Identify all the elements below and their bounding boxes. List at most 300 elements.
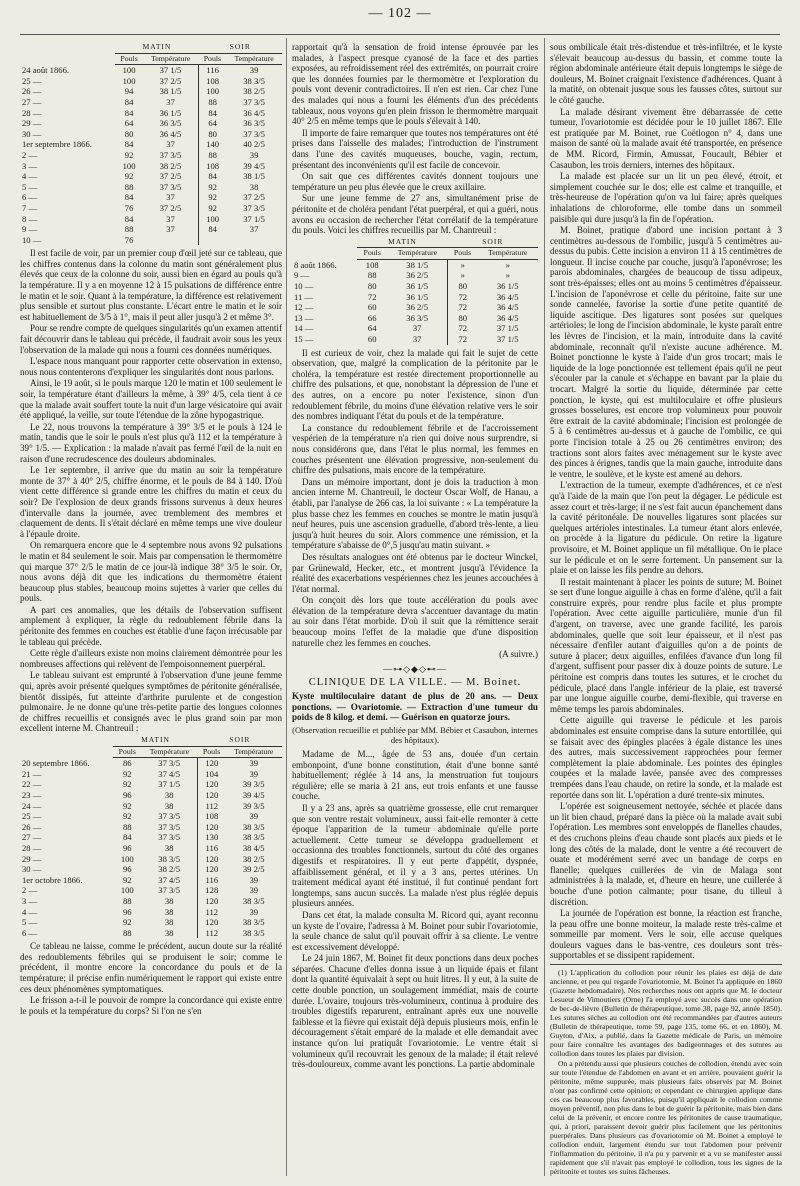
temperature-matin: 37 1/5 <box>158 779 181 790</box>
row-date: 7 — <box>22 202 38 213</box>
table-row <box>20 864 282 875</box>
table-header-soir: SOIR <box>198 735 282 746</box>
row-date: 14 — <box>294 323 314 334</box>
temperature-matin: 36 1/5 <box>406 291 428 302</box>
table-header-soir: SOIR <box>448 237 538 248</box>
pouls-soir: 112 <box>198 801 226 812</box>
pouls-soir <box>199 235 227 246</box>
temperature-soir: 38 3/5 <box>243 75 265 86</box>
temperature-soir: 39 <box>249 906 259 917</box>
pouls-matin: 84 <box>124 139 134 150</box>
table-row <box>20 182 282 193</box>
table-row <box>20 171 282 182</box>
pouls-matin: 64 <box>124 118 134 129</box>
table-row <box>20 896 282 907</box>
pouls-soir: 80 <box>448 281 478 292</box>
paragraph: L'espace nous manquant pour rapporter cette observation in extenso, nous nous contenterons d'expliquer les singularités dont nous parlons. <box>20 356 282 377</box>
temperature-matin: 36 2/5 <box>406 270 428 281</box>
temperature-matin: 36 1/5 <box>159 107 182 118</box>
paragraph: Il est facile de voir, par un premier coup d'œil jeté sur ce tableau, que les chiffres contenus dans la colonne du matin sont généralement plus élevés que ceux de la colonne du soir, aussi bien en égard au pouls qu'à la température. Il y a en moyenne 12 à 15 pulsations de différence entre le matin et le soir. Quant à la température, la différence est relativement plus sensible et surtout plus constante. L'écart entre le matin et le soir est habituellement de 3/5 à 1°, mais il peut aller jusqu'à 2 et même 3°. <box>20 248 282 322</box>
pouls-matin: 92 <box>122 811 132 822</box>
temperature-soir: 37 3/5 <box>243 202 265 213</box>
pouls-matin: 88 <box>122 821 132 832</box>
pouls-soir: 80 <box>448 313 478 324</box>
temperature-soir: 38 4/5 <box>242 842 265 853</box>
pouls-soir: 130 <box>198 832 226 843</box>
temperature-matin: 37 2/5 <box>159 75 182 86</box>
paragraph: Dans un mémoire important, dont je dois la traduction à mon ancien interne M. Chantreuil, le docteur Oscar Wolf, de Hanau, a établi, par l'analyse de 266 cas, la loi suivante : « La température la plus basse chez les femmes en couches se montre le matin jusqu'à neuf heures, puis une ascension graduelle, d'abord très-lente, a lieu jusqu'à huit heures du soir. Alors commence une rémission, et la température s'abaisse de 0°,5 jusqu'au matin suivant. » <box>292 476 538 551</box>
pouls-matin: 88 <box>367 270 377 281</box>
pouls-matin: 96 <box>122 842 132 853</box>
paragraph: Le frisson a-t-il le pouvoir de rompre la concordance qui existe entre le pouls et la température du corps? Si l'on ne s'en <box>20 995 282 1016</box>
pouls-matin: 92 <box>124 171 134 182</box>
pouls-matin: 92 <box>122 800 132 811</box>
paragraph: Le 22, nous trouvons la température à 39° 3/5 et le pouls à 124 le matin, tandis que le soir le pouls n'est plus qu'à 112 et la température à 39° 1/5. — Explication : la malade n'avait pas fermé l'œil de la nuit en raison d'une recrudescence des douleurs abdominales. <box>20 421 282 464</box>
table-row <box>20 822 282 833</box>
temperature-matin: 37 3/5 <box>158 811 181 822</box>
pouls-matin: 60 <box>367 302 377 313</box>
temperature-matin: 37 <box>166 96 175 107</box>
table-row <box>20 118 282 129</box>
col-pouls: Pouls <box>448 248 478 260</box>
case-title: Kyste multiloculaire datant de plus de 20 ans. — Deux ponctions. — Ovariotomie. — Extraction d'une tumeur du poids de 8 kilog. et demi. — Guérison en quatorze jours. <box>292 691 538 723</box>
row-date: 10 — <box>294 281 314 292</box>
table-row <box>20 875 282 886</box>
pouls-matin: 80 <box>367 281 377 292</box>
pouls-matin: 92 <box>122 768 132 779</box>
temperature-matin: 38 1/5 <box>406 259 428 270</box>
row-date: 28 — <box>22 107 42 118</box>
row-date: 25 — <box>22 75 42 86</box>
pouls-matin: 108 <box>365 259 379 270</box>
pouls-soir: 120 <box>198 854 226 865</box>
col-pouls: Pouls <box>113 746 141 758</box>
pouls-soir: 120 <box>198 917 226 928</box>
temperature-matin: 37 3/5 <box>158 832 181 843</box>
pouls-matin: 88 <box>124 181 134 192</box>
row-date: 26 — <box>22 86 42 97</box>
temperature-matin: 38 2/5 <box>159 160 182 171</box>
table-row <box>20 203 282 214</box>
table-row <box>20 885 282 896</box>
table-row <box>20 790 282 801</box>
temperature-matin: 37 <box>166 213 175 224</box>
table-row <box>20 65 282 76</box>
temperature-soir: 37 1/5 <box>243 213 265 224</box>
temperature-soir <box>226 235 282 246</box>
row-date: 22 — <box>22 779 42 790</box>
paragraph: Sur une jeune femme de 27 ans, simultanément prise de péritonite et de choléra pendant l'état puerpéral, et qui a guéri, nous avons eu occasion de rechercher l'état corrélatif de la température du pouls. Voici les chiffres recueillis par M. Chantreuil : <box>292 193 538 236</box>
pouls-matin: 100 <box>122 160 136 171</box>
pouls-soir: 112 <box>198 928 226 939</box>
footnotes <box>550 964 782 1176</box>
pouls-soir: 84 <box>199 171 227 182</box>
table-row <box>20 86 282 97</box>
temperature-matin: 37 <box>166 139 175 150</box>
paragraph: La constance du redoublement fébrile et de l'accroissement vespérien de la température n'a rien qui doive nous surprendre, si nous considérons que, dans l'état le plus normal, les femmes en couches présentent une élévation progressive, non-seulement du chiffre des pulsations, mais encore de la température. <box>292 422 538 476</box>
pouls-matin: 64 <box>367 323 377 334</box>
table-row <box>20 139 282 150</box>
col-temperature: Température <box>226 746 283 758</box>
pouls-soir: 64 <box>199 118 227 129</box>
pouls-soir: 108 <box>199 161 227 172</box>
row-date: 3 — <box>22 895 38 906</box>
row-date: 6 — <box>22 927 38 938</box>
col-temperature: Température <box>387 248 448 260</box>
column-divider-left <box>286 38 287 1176</box>
paragraph: Des résultats analogues ont été obtenus par le docteur Winckel, par Grünewald, Hecker, etc., et montrent jusqu'à l'évidence la réalité des exacerbations vespériennes chez les jeunes accouchées à l'état normal. <box>292 551 538 594</box>
temperature-matin: 38 <box>164 917 174 928</box>
row-date: 6 — <box>22 192 38 203</box>
temperature-soir: 37 1/5 <box>496 334 519 345</box>
paragraph: Le tableau suivant est emprunté à l'observation d'une jeune femme qui, après avoir présenté quelques symptômes de péritonite généralisée, bientôt dissipés, fut atteinte d'arthrite purulente et de congestion pulmonaire. Je ne donne qu'une très-petite partie des longues colonnes de chiffres recueillis et consignés avec le plus grand soin par mon excellent interne M. Chantreuil : <box>20 670 282 734</box>
temperature-matin: 37 <box>412 334 422 345</box>
table-row <box>20 108 282 119</box>
row-date: 26 — <box>22 821 42 832</box>
col-pouls: Pouls <box>115 53 143 65</box>
table-row <box>292 292 538 303</box>
temperature-soir: 36 4/5 <box>243 107 265 118</box>
row-date: 28 — <box>22 842 42 853</box>
temperature-matin: 36 4/5 <box>159 128 182 139</box>
pouls-soir: 116 <box>198 875 226 886</box>
header-rule <box>20 34 780 35</box>
row-date: 29 — <box>22 118 42 129</box>
paragraph: L'extraction de la tumeur, exempte d'adhérences, et ce n'est qu'à l'aide de la main que l'on peut la dégager. Le pédicule est assez court et très-large; il ne s'est fait aucun épanchement dans la cavité péritonéale. De nouvelles ligatures sont placées sur quelques artérioles intestinales. La tumeur étant alors enlevée, on procède à la ligature du pédicule. On retire la ligature provisoire, et M. Boinet applique un fil métallique. On le place sur le pédicule et on le serre fortement. Un pansement sur la plaie et on laisse les fils pendre au dehors. <box>550 480 782 576</box>
table-row <box>20 150 282 161</box>
paragraph: Dans cet état, la malade consulta M. Ricord qui, ayant reconnu un kyste de l'ovaire, l'adressa à M. Boinet pour subir l'ovariotomie, la seule chance de salut qu'il pouvait offrir à sa cliente. Le ventre est excessivement développé. <box>292 909 538 952</box>
pouls-matin: 84 <box>124 96 134 107</box>
pouls-soir: 120 <box>198 758 226 769</box>
pouls-soir: 100 <box>199 86 227 97</box>
case-note: (Observation recueillie et publiée par MM. Bébier et Casaubon, internes des hôpitaux). <box>292 724 538 746</box>
pouls-matin: 86 <box>122 758 132 769</box>
pouls-soir: 108 <box>198 811 226 822</box>
row-date: 27 — <box>22 96 42 107</box>
temperature-soir: 36 1/5 <box>496 281 519 292</box>
table-row <box>20 917 282 928</box>
paragraph: Il restait maintenant à placer les points de suture; M. Boinet se sert d'une longue aiguille à chas en forme d'alène, qu'il a fait construire exprès, pour rendre plus facile et plus prompte l'opération. Avec cette aiguille particulière, munie d'un fil d'argent, on traverse, avec une grande facilité, les parois abdominales, quelle que soit leur épaisseur, et il n'est pas nécessaire d'enfiler autant d'aiguilles qu'on a de points de suture à placer; deux aiguilles, enfilées d'avance d'un long fil d'argent, suffisent pour passer dix à douze points de suture. Le péritoine est compris dans toutes les sutures, et le crochet du pédicule, placé dans l'angle inférieur de la plaie, est traversé par une longue aiguille courbe, demi-flexible, qui traverse en même temps les parois abdominales. <box>550 576 782 714</box>
pouls-matin: 84 <box>124 213 134 224</box>
pouls-soir: 84 <box>199 224 227 235</box>
row-date: 24 — <box>22 800 42 811</box>
temperature-matin: 36 3/5 <box>159 118 182 129</box>
table-row <box>20 192 282 203</box>
paragraph: L'opérée est soigneusement nettoyée, séchée et placée dans un lit bien chaud, préparé dans la pièce où la malade avait subi l'opération. Les membres sont enveloppés de flanelles chaudes, et des cruchons pleins d'eau chaude sont placés aux pieds et le long des côtés de la malade, dont le ventre a été recouvert de ouate et modérément serré avec un bandage de corps en flanelle; quelques cuillerées de vin de Malaga sont administrées à la malade, et, d'heure en heure, une cuillerée à bouche d'une potion calmante; pour tisane, du tilleul à discrétion. <box>550 801 782 907</box>
pouls-soir: 88 <box>199 150 227 161</box>
pouls-soir: 120 <box>198 779 226 790</box>
temperature-soir: 38 3/5 <box>242 821 265 832</box>
temperature-soir: » <box>505 270 510 281</box>
temperature-matin: 38 2/5 <box>158 864 181 875</box>
temperature-matin: 36 3/5 <box>406 312 428 323</box>
pouls-soir: 112 <box>198 907 226 918</box>
temperature-matin: 38 1/5 <box>159 86 182 97</box>
pouls-matin: 100 <box>122 75 136 86</box>
table-header-soir: SOIR <box>199 42 282 53</box>
temperature-soir: 39 <box>249 874 259 885</box>
temperature-soir: 39 <box>249 758 259 769</box>
row-date: 12 — <box>294 302 314 313</box>
observation-table-2 <box>20 735 282 938</box>
table-row <box>20 832 282 843</box>
temperature-matin: 38 <box>164 906 174 917</box>
temperature-soir: 39 <box>249 149 259 160</box>
temperature-soir: 39 3/5 <box>242 779 265 790</box>
temperature-matin: 38 <box>164 842 174 853</box>
temperature-soir: 38 3/5 <box>242 927 265 938</box>
temperature-matin: 37 <box>166 224 175 235</box>
temperature-matin: 37 2/5 <box>159 171 182 182</box>
temperature-soir: 37 2/5 <box>243 192 265 203</box>
table-row <box>20 801 282 812</box>
temperature-soir: 38 <box>249 181 259 192</box>
pouls-soir: » <box>448 259 478 270</box>
pouls-matin: 84 <box>122 832 132 843</box>
temperature-soir: 36 4/5 <box>496 312 519 323</box>
pouls-soir: 100 <box>199 214 227 225</box>
paragraph: Madame de M..., âgée de 53 ans, douée d'un certain embonpoint, d'une bonne constitution, était d'une bonne santé habituellement; réglée à 14 ans, la menstruation fut toujours régulière; elle se maria à 21 ans, eut trois enfants et une fausse couche. <box>292 749 538 802</box>
temperature-matin: 37 2/5 <box>159 202 182 213</box>
table-row <box>292 302 538 313</box>
pouls-matin: 100 <box>122 65 136 76</box>
pouls-soir: 72 <box>448 334 478 345</box>
row-date: 2 — <box>22 885 38 896</box>
row-date: 23 — <box>22 789 42 800</box>
temperature-soir: 39 3/5 <box>242 800 265 811</box>
pouls-matin: 84 <box>124 192 134 203</box>
pouls-soir: 92 <box>199 182 227 193</box>
table-row <box>292 334 538 345</box>
table-header-matin: MATIN <box>115 42 198 53</box>
table-row <box>292 270 538 281</box>
table-row <box>292 313 538 324</box>
pouls-matin: 76 <box>124 234 134 245</box>
pouls-matin: 80 <box>124 128 134 139</box>
temperature-matin: 36 2/5 <box>406 302 428 313</box>
observation-table-1 <box>20 42 282 245</box>
section-heading: CLINIQUE DE LA VILLE. — M. Boinet. <box>308 677 522 689</box>
table-row <box>292 323 538 334</box>
paragraph: sous ombilicale était très-distendue et très-infiltrée, et le kyste s'élevait beaucoup au-dessus du bassin, et comme toute la région abdominale antérieure était depuis longtemps le siège de douleurs, M. Boinet craignait l'existence d'adhérences. Quant à la matité, on obtenait jusque sous les fausses côtes, surtout sur le côté gauche. <box>550 42 782 105</box>
row-date: 20 septembre 1866. <box>22 757 90 768</box>
pouls-soir: 72 <box>448 302 478 313</box>
col-temperature: Température <box>477 248 538 260</box>
pouls-soir: 116 <box>199 65 227 76</box>
table-row <box>20 97 282 108</box>
table-row <box>20 854 282 865</box>
pouls-soir: 120 <box>198 896 226 907</box>
pouls-soir: 72 <box>448 292 478 303</box>
paragraph: Cette règle d'ailleurs existe non moins clairement démontrée pour les nombreuses affections qui relèvent de l'empoisonnement puerpéral. <box>20 648 282 669</box>
table-header-matin: MATIN <box>357 237 447 248</box>
pouls-matin: 100 <box>120 853 134 864</box>
pouls-matin: 92 <box>122 874 132 885</box>
column-middle <box>292 42 538 1071</box>
temperature-soir: 38 2/5 <box>242 853 265 864</box>
temperature-soir: 39 <box>249 65 259 76</box>
pouls-soir: 92 <box>199 203 227 214</box>
pouls-soir: 108 <box>199 76 227 87</box>
paragraph: On remarquera encore que le 4 septembre nous avons 92 pulsations le matin et 84 seulement le soir. Mais par compensation le thermomètre qui marque 37° 2/5 le matin de ce jour-là indique 38° 3/5 le soir. Or, nous avons déjà dit que les indications du thermomètre étaient beaucoup plus stables, beaucoup moins sujettes à varier que celles du pouls. <box>20 540 282 604</box>
column-divider-right <box>544 38 545 1176</box>
pouls-matin: 100 <box>120 885 134 896</box>
row-date: 11 — <box>294 291 314 302</box>
page-number: — 102 — <box>368 6 432 21</box>
temperature-matin: 38 <box>164 927 174 938</box>
temperature-matin: 37 3/5 <box>159 149 182 160</box>
table-row <box>20 235 282 246</box>
row-date: 9 — <box>22 224 38 235</box>
row-date: 8 août 1866. <box>294 259 337 270</box>
paragraph: La journée de l'opération est bonne, la réaction est franche, la peau offre une bonne moiteur, la malade reste très-calme et sommeille par moment. Vers le soir, elle accuse quelques douleurs vagues dans le bas-ventre, ces douleurs sont très-supportables et se dissipent rapidement. <box>550 908 782 961</box>
temperature-soir: 37 3/5 <box>243 128 265 139</box>
table-row <box>20 129 282 140</box>
temperature-soir: 36 3/5 <box>243 118 265 129</box>
pouls-soir: 120 <box>198 790 226 801</box>
paragraph: Il est curieux de voir, chez la malade qui fait le sujet de cette observation, que, malgré la complication de la péritonite par le choléra, la température est restée directement proportionnelle au chiffre des pulsations, et que, nonobstant la dépression de l'une et des autres, on a encore pu noter l'existence, sinon d'un redoublement fébrile, du moins d'une élévation relative vers le soir des nombres indiquant l'état du pouls et de la température. <box>292 347 538 422</box>
temperature-matin: 37 1/5 <box>159 65 182 76</box>
row-date: 3 — <box>22 160 38 171</box>
temperature-matin <box>143 235 199 246</box>
temperature-matin: 37 3/5 <box>158 758 181 769</box>
temperature-soir: 37 1/5 <box>496 323 519 334</box>
col-pouls: Pouls <box>357 248 387 260</box>
temperature-matin: 38 3/5 <box>158 853 181 864</box>
pouls-matin: 76 <box>124 202 134 213</box>
paragraph: La malade désirant vivement être débarrassée de cette tumeur, l'ovariotomie est décidée pour le 10 juillet 1867. Elle est pratiquée par M. Boinet, rue Coëtlogon n° 4, dans une maison de santé où la malade avait été transportée, en présence de MM. Ricord, Firmin, Amussat, Foucault, Bébier et Casaubon, les trois derniers, internes des hôpitaux. <box>550 106 782 170</box>
paragraph: Pour se rendre compte de quelques singularités qu'un examen attentif fait découvrir dans le tableau qui précède, il faudrait avoir sous les yeux l'observation de la malade qui nous a fourni ces données numériques. <box>20 323 282 355</box>
table-row <box>20 161 282 172</box>
pouls-matin: 88 <box>124 224 134 235</box>
temperature-soir: 37 <box>249 224 259 235</box>
paragraph: Le 24 juin 1867, M. Boinet fit deux ponctions dans deux poches séparées. Chacune d'elles donna issue à un liquide épais et filant dont la quantité équivalait à sept ou huit litres. Il y eut, à la suite de cette double ponction, un soulagement immédiat, mais de courte durée. L'ovaire, toujours très-volumineux, continua à produire des troubles digestifs reparurent, entraînant après eux une nouvelle faiblesse et la fièvre qui existait déjà depuis plusieurs mois, enfin le découragement s'était emparé de la malade et elle demandait avec instance qu'on lui pratiquât l'ovariotomie. Le ventre était si volumineux qu'il recouvrait les genoux de la malade; il était relevé très-douloureux, comme avant les ponctions. La partie abdominale <box>292 953 538 1070</box>
temperature-soir: 39 4/5 <box>242 789 265 800</box>
observation-table-3 <box>292 237 538 345</box>
row-date: 13 — <box>294 312 314 323</box>
paragraph: On conçoit dès lors que toute accélération du pouls avec élévation de la température devra s'accentuer davantage du matin au soir dans l'état morbide. D'où il suit que la rémittence serait beaucoup moins l'effet de la maladie que d'une disposition naturelle chez les femmes en couches. <box>292 595 538 648</box>
temperature-matin: 38 <box>164 895 174 906</box>
pouls-soir: 104 <box>198 769 226 780</box>
col-temperature: Température <box>143 53 199 65</box>
temperature-matin: 37 3/5 <box>158 885 181 896</box>
paragraph: Cette aiguille qui traverse le pédicule et les parois abdominales est ensuite comprise dans la suture entortillée, qui se faisait avec des épingles placées à égale distance les unes des autres, mais successivement rapprochées pour fermer complètement la plaie abdominale. Les pointes des épingles coupées et la malade lavée, pansée avec des compresses trempées dans l'eau chaude, on retire la sonde, et la malade est reportée dans son lit. L'opération a duré trente-six minutes. <box>550 715 782 800</box>
table-row <box>20 214 282 225</box>
table-row <box>20 907 282 918</box>
table-row <box>20 76 282 87</box>
pouls-soir: 72 <box>448 323 478 334</box>
col-temperature: Température <box>226 53 282 65</box>
paragraph: M. Boinet, pratique d'abord une incision portant à 3 centimètres au-dessous de l'ombilic, jusqu'à 5 centimètres au-dessus du pubis. Cette incision a environ 11 à 15 centimètres de longueur. Il incise couche par couche, jusqu'à l'aponévrose; les parois abdominales, chargées de beaucoup de tissu adipeux, sont très-épaisses; elles ont au moins 5 centimètres d'épaisseur. L'incision de l'aponévrose et celle du péritoine, faite sur une sonde cannelée, favorise la sortie d'une petite quantité de liquide ascitique. Des ligatures sont posées sur quelques artérioles; le long de l'incision abdominale, le kyste paraît entre les lèvres de l'incision, et la main, introduite dans la cavité abdominale, reconnaît qu'il n'existe aucune adhérence. M. Boinet ponctionne le kyste à l'aide d'un gros trocart; mais le liquide de la loge ponctionnée est tellement épais qu'il ne peut s'écouler par la canule et s'échappe en bavant par la plaie du trocart. Malgré la sortie du liquide, déterminée par cette ponction, le kyste, qui est multiloculaire et offre plusieurs grosses bosselures, est encore trop volumineux pour pouvoir être extrait de la cavité abdominale; l'incision est prolongée de 5 à 6 centimètres au-dessus et à gauche de l'ombilic, ce qui porte l'incision totale à 25 ou 26 centimètres environ; des tractions sont alors faites avec ménagement sur le kyste avec des pinces à érignes, tandis que la main gauche, introduite dans le ventre, le soulève, et le kyste est amené au dehors. <box>550 225 782 479</box>
temperature-soir: » <box>505 259 510 270</box>
table-row <box>20 758 282 769</box>
pouls-matin: 96 <box>122 906 132 917</box>
temperature-matin: 38 <box>164 789 174 800</box>
row-date: 25 — <box>22 811 42 822</box>
paragraph: rapportait qu'à la sensation de froid intense éprouvée par les malades, à l'aspect presque cyanosé de la face et des parties exposées, au refroidissement réel des extrémités, on pourrait croire que les données fournies par le thermomètre et l'exploration du pouls vont devenir contradictoires. Il n'en est rien. Car chez l'une des malades qui nous a fourni les éléments d'un des précédents tableaux, nous voyons qu'en plein frisson le thermomètre marquait 40° 2/5 en même temps que le pouls s'élevait à 140. <box>292 42 538 127</box>
row-date: 8 — <box>22 213 38 224</box>
pouls-soir: » <box>448 270 478 281</box>
pouls-soir: 116 <box>198 843 226 854</box>
col-pouls: Pouls <box>198 746 226 758</box>
temperature-soir: 37 3/5 <box>243 96 265 107</box>
temperature-soir: 39 4/5 <box>243 160 265 171</box>
pouls-matin: 66 <box>367 312 377 323</box>
row-date: 9 — <box>294 270 310 281</box>
table-row <box>292 259 538 270</box>
pouls-matin: 84 <box>124 107 134 118</box>
table-row <box>20 928 282 939</box>
pouls-soir: 120 <box>198 864 226 875</box>
footnote: (1) L'application du collodion pour réunir les plaies est déjà de date ancienne, et peu qui regarde l'ovariotomie, M. Boinet l'a appliquée en 1860 (Gazette hebdomadaire). Nos recherches nous ont appris que M. le docteur Lesueur de Vimoutiers (Orne) l'a employé avec succès dans une opération de bec-de-lièvre (Bulletin de thérapeutique, tome 38, page 92, année 1850). Les sutures sèches au collodion ont été recommandées par d'autres auteurs (Bulletin de thérapeutique, tome 59, page 135, tome 66, et en 1860), M. Guyton, d'Aix, a publié, dans la Gazette médicale de Paris, un mémoire pour faire connaître les avantages des badigeonnages et des sutures au collodion dans toutes les plaies par division. <box>550 968 782 1059</box>
pouls-matin: 94 <box>124 86 134 97</box>
pouls-matin: 92 <box>122 779 132 790</box>
temperature-matin: 36 1/5 <box>406 281 428 292</box>
row-date: 21 — <box>22 768 42 779</box>
temperature-matin: 37 3/5 <box>159 181 182 192</box>
table-row <box>20 843 282 854</box>
table-row <box>20 811 282 822</box>
paragraph: Ainsi, le 19 août, si le pouls marque 120 le matin et 100 seulement le soir, la température étant d'ailleurs la même, à 39° 4/5, cela tient à ce que la malade avait souffert toute la nuit d'un large vésicatoire qui avait été appliqué, la veille, sur toute l'étendue de la zône hypogastrique. <box>20 378 282 421</box>
temperature-matin: 38 <box>164 800 174 811</box>
row-date: 5 — <box>22 181 38 192</box>
row-date: 5 — <box>22 917 38 928</box>
temperature-matin: 37 <box>166 192 175 203</box>
temperature-soir: 38 2/5 <box>243 86 265 97</box>
temperature-soir: 40 2/5 <box>243 139 265 150</box>
temperature-matin: 37 4/5 <box>158 768 181 779</box>
pouls-soir: 128 <box>198 885 226 896</box>
pouls-matin: 88 <box>122 895 132 906</box>
temperature-soir: 38 3/5 <box>242 917 265 928</box>
pouls-soir: 84 <box>199 108 227 119</box>
paragraph: A part ces anomalies, que les détails de l'observation suffisent amplement à expliquer, la règle du redoublement fébrile dans la péritonite des femmes en couches est établie d'une façon irrécusable par le tableau qui précède. <box>20 604 282 647</box>
row-date: 30 — <box>22 128 42 139</box>
pouls-matin: 60 <box>367 334 377 345</box>
pouls-soir: 80 <box>199 129 227 140</box>
pouls-soir: 92 <box>199 192 227 203</box>
row-date: 27 — <box>22 832 42 843</box>
row-date: 2 — <box>22 149 38 160</box>
footnote: On a prétendu aussi que plusieurs couches de collodion, étendu avec soin sur toute l'étendue de l'abdomen en avant et en arrière, pouvaient guérir la péritonite, même suppurée, mais plusieurs faits observés par M. Boinet n'ont pas confirmé cette opinion; et cependant ce chirurgien applique dans ces cas beaucoup plus favorables, puisqu'il appliquait le collodion comme moyen préventif, non plus dans le but de guérir la péritonite, mais bien dans celui de la prévenir, et encore contre les péritonites de cause traumatique, qui, à priori, paraissent devoir guérir plus facilement que les péritonites puerpérales. Dans plusieurs cas d'ovariotomie où M. Boinet a employé le collodion enduit, largement étendu sur tout l'abdomen pour prévenir l'inflammation du péritoine, il n'a pu y parvenir et a vu se manifester aussi rapidement que s'il n'avait pas employé le collodion, tous les signes de la péritonite et toutes ses suites fâcheuses. <box>550 1059 782 1177</box>
pouls-matin: 96 <box>122 789 132 800</box>
row-date: 29 — <box>22 853 42 864</box>
pouls-matin: 92 <box>122 917 132 928</box>
row-date: 4 — <box>22 171 38 182</box>
column-left <box>20 42 282 1017</box>
ornament-divider: —⊶◇◆◇⊷— <box>383 663 447 674</box>
paragraph: La malade est placée sur un lit un peu élevé, étroit, et simplement couchée sur le dos; elle est calme et tranquille, et très-heureuse de l'opération qu'on va lui faire; après quelques inhalations de chloroforme, elle tombe dans un sommeil paisible qui dure jusqu'à la fin de l'opération. <box>550 171 782 224</box>
paragraph: Le 1er septembre, il arrive que du matin au soir la température monte de 37° à 40° 2/5, chiffre énorme, et le pouls de 84 à 140. D'où vient cette différence si grande entre les chiffres du matin et ceux du soir? De l'explosion de deux grands frissons survenus à deux heures d'intervalle dans la journée, avec tremblement des membres et claquement de dents. Il s'était déclaré en même temps une vive douleur à l'épaule droite. <box>20 465 282 539</box>
temperature-matin: 37 <box>412 323 422 334</box>
temperature-soir: 38 1/5 <box>243 171 265 182</box>
temperature-soir: 38 3/5 <box>242 832 265 843</box>
row-date: 10 — <box>22 234 42 245</box>
row-date: 4 — <box>22 906 38 917</box>
temperature-soir: 39 <box>249 811 259 822</box>
pouls-matin: 72 <box>367 291 377 302</box>
temperature-soir: 38 3/5 <box>242 895 265 906</box>
col-pouls: Pouls <box>199 53 227 65</box>
table-row <box>20 769 282 780</box>
pouls-soir: 120 <box>198 822 226 833</box>
temperature-soir: 39 <box>249 768 259 779</box>
temperature-matin: 37 4/5 <box>158 874 181 885</box>
to-be-continued: (A suivre.) <box>499 649 538 660</box>
paragraph: Ce tableau ne laisse, comme le précédent, aucun doute sur la réalité des redoublements fébriles qui se produisent le soir; comme le précédent, il montre encore la concordance du pouls et de la température; il précise enfin numériquement le rapport qui existe entre ces deux phénomènes symptomatiques. <box>20 941 282 994</box>
table-row <box>20 779 282 790</box>
temperature-soir: 39 <box>249 885 259 896</box>
